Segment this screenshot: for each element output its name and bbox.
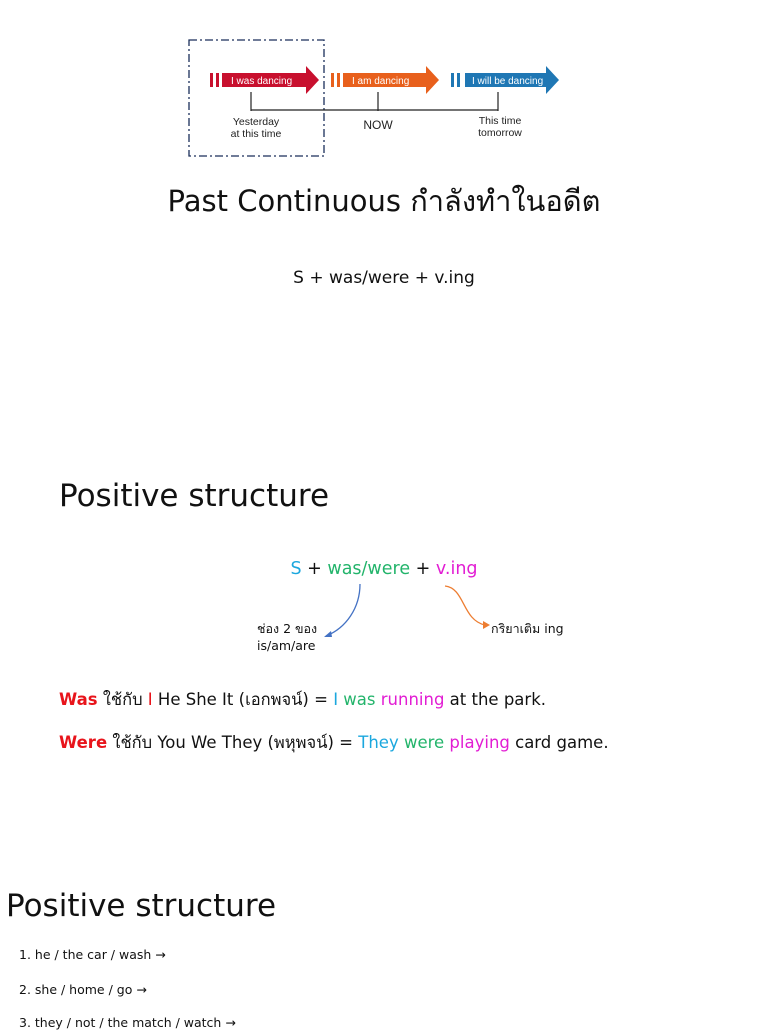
formula-aux: was/were bbox=[327, 559, 411, 579]
example-verb: running bbox=[380, 690, 445, 709]
formula-plus: + bbox=[410, 559, 436, 579]
example-subject: They bbox=[358, 733, 399, 752]
verb-arrowhead bbox=[483, 621, 490, 629]
rule-were bbox=[59, 730, 609, 756]
example-subject: I bbox=[333, 690, 339, 709]
aux-annotation-arrow bbox=[326, 584, 360, 636]
past-arrow-label: I was dancing bbox=[231, 76, 293, 87]
timeline-bracket bbox=[251, 92, 498, 111]
tense-formula: S + was/were + v.ing bbox=[293, 268, 475, 288]
future-caption-line1: This time bbox=[478, 115, 522, 127]
rule-text: ใช้กับ bbox=[97, 690, 148, 709]
formula-subject: S bbox=[290, 559, 302, 579]
page-title: Past Continuous กำลังทำในอดีต bbox=[167, 184, 601, 218]
aux-note-line1: ช่อง 2 ของ bbox=[257, 621, 318, 636]
annotation-arrows bbox=[300, 580, 500, 640]
tense-timeline-diagram bbox=[180, 36, 580, 162]
exercise-item: 1. he / the car / wash → bbox=[19, 947, 166, 962]
exercise-item: 3. they / not / the match / watch → bbox=[19, 1015, 236, 1030]
formula-verb: v.ing bbox=[435, 559, 478, 579]
aux-arrowhead bbox=[324, 631, 332, 637]
exercise-item: 2. she / home / go → bbox=[19, 982, 147, 997]
rule-was bbox=[59, 687, 546, 713]
rule-text: He She It (เอกพจน์) = bbox=[152, 690, 334, 709]
formula-plus: + bbox=[301, 559, 328, 579]
example-aux: was bbox=[338, 690, 381, 709]
keyword-were: Were bbox=[59, 733, 108, 752]
rule-text: ใช้กับ You We They (พหุพจน์) = bbox=[107, 733, 359, 752]
keyword-was: Was bbox=[59, 690, 98, 709]
present-arrow-label: I am dancing bbox=[352, 76, 410, 87]
future-caption-line2: tomorrow bbox=[478, 127, 522, 139]
verb-note: กริยาเติม ing bbox=[491, 621, 564, 636]
example-aux: were bbox=[398, 733, 450, 752]
past-caption-line2: at this time bbox=[230, 128, 282, 140]
rule-subject-i: I bbox=[147, 690, 153, 709]
example-verb: playing bbox=[449, 733, 510, 752]
now-caption: NOW bbox=[363, 118, 393, 132]
section-heading: Positive structure bbox=[59, 478, 330, 514]
exercise-heading: Positive structure bbox=[6, 888, 277, 924]
future-arrow bbox=[451, 66, 559, 94]
past-caption-line1: Yesterday bbox=[232, 116, 280, 128]
verb-annotation-arrow bbox=[445, 586, 485, 625]
example-rest: card game. bbox=[509, 733, 609, 752]
aux-note-line2: is/am/are bbox=[257, 638, 316, 653]
aux-note bbox=[257, 620, 317, 654]
present-arrow bbox=[331, 66, 439, 94]
future-arrow-label: I will be dancing bbox=[472, 76, 544, 87]
colored-formula bbox=[0, 559, 768, 579]
past-arrow bbox=[210, 66, 319, 94]
example-rest: at the park. bbox=[444, 690, 546, 709]
